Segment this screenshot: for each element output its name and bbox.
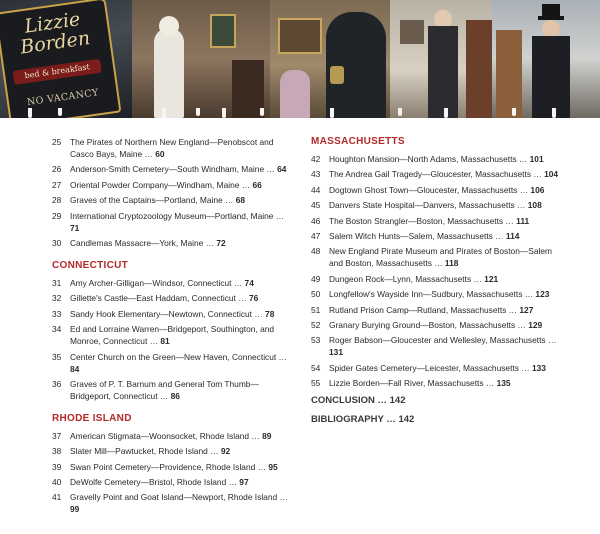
page-number: 108 <box>527 200 542 211</box>
page-number: 64 <box>277 164 287 175</box>
chapter-number: 37 <box>52 430 62 441</box>
chapter-number: 49 <box>311 273 321 284</box>
page-number: 78 <box>265 308 275 319</box>
page-number: 74 <box>244 277 254 288</box>
chapter-number: 31 <box>52 277 62 288</box>
chapter-title: Graves of the Captains—Portland, Maine … <box>70 195 234 206</box>
chapter-title: Salem Witch Hunts—Salem, Massachusetts … <box>329 230 504 241</box>
page-number: 95 <box>268 461 278 472</box>
toc-entry <box>52 179 292 191</box>
chapter-title: Ed and Lorraine Warren—Bridgeport, Southington, and Monroe, Connecticut … <box>70 324 275 347</box>
page-number: 68 <box>235 195 246 206</box>
photo-banner <box>0 0 600 118</box>
toc-entry <box>311 153 561 165</box>
chapter-number: 38 <box>52 446 62 457</box>
toc-entry <box>52 277 292 289</box>
photo-parlor-investigator <box>270 0 390 118</box>
chapter-number: 50 <box>311 289 321 300</box>
page-number: 142 <box>389 395 406 407</box>
page-number: 121 <box>484 273 499 284</box>
photo-lizzie-borden-sign <box>0 0 132 118</box>
page-number: 71 <box>70 222 80 233</box>
page-number: 89 <box>262 430 272 441</box>
photo-woman-in-period-dress <box>132 0 270 118</box>
chapter-number: 52 <box>311 319 321 330</box>
toc-entry <box>52 308 292 320</box>
chapter-number: 55 <box>311 378 321 389</box>
chapter-number: 46 <box>311 215 321 226</box>
chapter-title: Oriental Powder Company—Windham, Maine … <box>70 179 251 190</box>
page-number: 92 <box>220 446 231 457</box>
chapter-title: DeWolfe Cemetery—Bristol, Rhode Island … <box>70 477 237 488</box>
chapter-title: International Cryptozoology Museum—Portland, Maine … <box>70 210 285 221</box>
toc-entry <box>311 377 561 389</box>
chapter-title: Dogtown Ghost Town—Gloucester, Massachusetts … <box>329 184 529 195</box>
contents-left-column <box>52 136 292 519</box>
page-number: 131 <box>329 347 343 358</box>
page-number: 106 <box>530 184 545 195</box>
backmatter-title: BIBLIOGRAPHY … <box>311 414 396 426</box>
chapter-number: 47 <box>311 230 321 241</box>
toc-entry <box>52 351 292 375</box>
chapter-title: Houghton Mansion—North Adams, Massachusetts … <box>329 154 528 164</box>
chapter-number: 32 <box>52 293 62 304</box>
toc-entry <box>52 194 292 206</box>
chapter-number: 40 <box>52 477 62 488</box>
chapter-title: American Stigmata—Woonsocket, Rhode Island … <box>70 430 260 441</box>
toc-entry <box>311 199 561 211</box>
toc-entry <box>52 323 292 347</box>
toc-entry <box>311 273 561 285</box>
chapter-number: 54 <box>311 362 321 373</box>
chapter-number: 41 <box>52 492 62 503</box>
chapter-title: New England Pirate Museum and Pirates of Boston—Salem and Boston, Massachusetts … <box>329 246 552 269</box>
page-number: 114 <box>505 230 520 241</box>
toc-entry <box>52 476 292 488</box>
toc-entry <box>311 362 561 374</box>
section-heading: CONNECTICUT <box>52 259 129 271</box>
page-number: 118 <box>444 258 459 269</box>
chapter-title: The Andrea Gail Tragedy—Gloucester, Massachusetts … <box>329 169 542 180</box>
backmatter-entry <box>311 395 561 406</box>
page-number: 142 <box>398 414 415 426</box>
chapter-title: Granary Burying Ground—Boston, Massachusetts … <box>329 319 526 330</box>
chapter-number: 44 <box>311 184 321 195</box>
toc-entry <box>52 378 292 402</box>
toc-entry <box>311 245 561 269</box>
chapter-number: 26 <box>52 164 62 175</box>
chapter-number: 27 <box>52 179 62 190</box>
toc-entry <box>311 230 561 242</box>
page-number: 76 <box>248 293 259 304</box>
chapter-title: The Pirates of Northern New England—Penobscot and Casco Bays, Maine … <box>70 137 274 159</box>
page-number: 66 <box>252 179 262 190</box>
chapter-number: 51 <box>311 304 321 315</box>
page-number: 101 <box>529 154 544 164</box>
chapter-number: 36 <box>52 378 62 389</box>
chapter-number: 30 <box>52 237 62 248</box>
bed-and-breakfast-sign <box>0 0 121 118</box>
chapter-title: Gillette's Castle—East Haddam, Connecticut … <box>70 293 247 304</box>
backmatter-entry <box>311 414 561 425</box>
chapter-title: Roger Babson—Gloucester and Wellesley, Massachusetts … <box>329 335 557 346</box>
sign-status: NO VACANCY <box>26 87 100 109</box>
page-number: 123 <box>535 289 550 300</box>
page-number: 129 <box>528 319 543 330</box>
toc-entry <box>311 215 561 227</box>
toc-entry <box>311 319 561 331</box>
chapter-number: 39 <box>52 461 62 472</box>
toc-entry <box>311 304 561 316</box>
page-number: 86 <box>170 390 180 401</box>
toc-entry <box>311 288 561 300</box>
toc-entry <box>52 210 292 234</box>
toc-entry <box>311 184 561 196</box>
chapter-title: Lizzie Borden—Fall River, Massachusetts … <box>329 378 495 389</box>
page-number: 97 <box>239 477 249 488</box>
sign-name: Lizzie Borden <box>18 8 92 59</box>
page-number: 72 <box>216 237 226 248</box>
page-number: 81 <box>160 336 170 347</box>
chapter-number: 45 <box>311 200 321 211</box>
chapter-number: 33 <box>52 308 62 319</box>
chapter-title: Danvers State Hospital—Danvers, Massachusetts … <box>329 200 526 211</box>
chapter-number: 29 <box>52 210 62 221</box>
chapter-title: Swan Point Cemetery—Providence, Rhode Island … <box>70 461 266 472</box>
toc-entry <box>52 163 292 175</box>
chapter-title: Spider Gates Cemetery—Leicester, Massachusetts … <box>329 362 530 373</box>
chapter-number: 48 <box>311 246 321 257</box>
chapter-title: Longfellow's Wayside Inn—Sudbury, Massachusetts … <box>329 289 534 300</box>
page-number: 127 <box>519 304 534 315</box>
photo-guide-in-vest <box>390 0 492 118</box>
contents-right-column <box>311 136 561 433</box>
chapter-number: 53 <box>311 335 321 346</box>
toc-entry <box>311 334 561 358</box>
toc-entry <box>52 461 292 473</box>
toc-entry <box>52 491 292 515</box>
chapter-title: Gravelly Point and Goat Island—Newport, Rhode Island … <box>70 492 288 503</box>
toc-entry <box>52 292 292 304</box>
page-number: 133 <box>531 362 546 373</box>
chapter-title: Center Church on the Green—New Haven, Connecticut … <box>70 351 287 362</box>
chapter-number: 35 <box>52 351 62 362</box>
backmatter-title: CONCLUSION … <box>311 395 387 407</box>
chapter-number: 34 <box>52 324 62 335</box>
sign-tagline: bed & breakfast <box>13 59 102 85</box>
page-number: 60 <box>155 149 165 159</box>
chapter-title: Slater Mill—Pawtucket, Rhode Island … <box>70 446 219 457</box>
page-number: 84 <box>70 363 80 374</box>
section-heading: RHODE ISLAND <box>52 412 132 424</box>
chapter-title: The Boston Strangler—Boston, Massachusetts … <box>329 215 514 226</box>
section-heading: MASSACHUSETTS <box>311 136 405 147</box>
page-number: 99 <box>70 504 80 515</box>
chapter-title: Anderson-Smith Cemetery—South Windham, Maine … <box>70 164 275 175</box>
chapter-title: Candlemas Massacre—York, Maine … <box>70 237 214 248</box>
chapter-title: Rutland Prison Camp—Rutland, Massachusetts … <box>329 304 518 315</box>
page-number: 135 <box>496 378 511 389</box>
toc-entry <box>52 445 292 457</box>
chapter-number: 28 <box>52 195 62 206</box>
chapter-number: 43 <box>311 169 321 180</box>
chapter-number: 25 <box>52 137 62 147</box>
chapter-title: Amy Archer-Gilligan—Windsor, Connecticut … <box>70 277 243 288</box>
chapter-title: Sandy Hook Elementary—Newtown, Connecticut … <box>70 308 263 319</box>
toc-entry <box>52 430 292 442</box>
page-number: 111 <box>516 215 530 226</box>
chapter-number: 42 <box>311 154 321 164</box>
toc-entry <box>311 168 561 180</box>
toc-entry <box>52 136 292 160</box>
page-number: 104 <box>544 169 559 180</box>
photo-man-in-top-hat <box>492 0 600 118</box>
chapter-title: Graves of P. T. Barnum and General Tom Thumb—Bridgeport, Connecticut … <box>70 378 259 401</box>
toc-entry <box>52 237 292 249</box>
chapter-title: Dungeon Rock—Lynn, Massachusetts … <box>329 273 482 284</box>
